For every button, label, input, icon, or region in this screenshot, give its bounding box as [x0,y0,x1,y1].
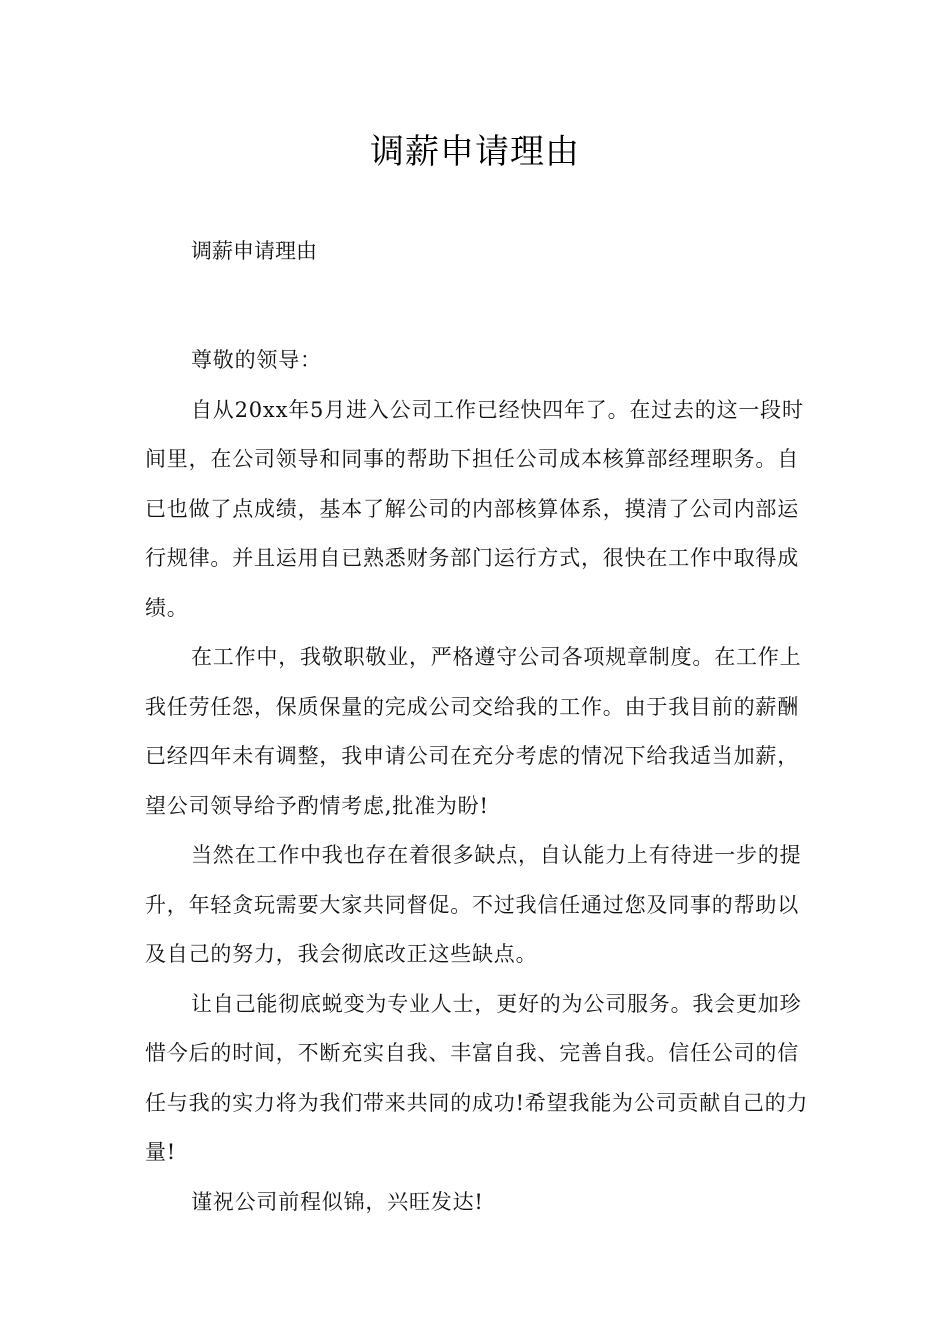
salutation: 尊敬的领导： [191,348,322,372]
document-subtitle: 调薪申请理由 [191,239,317,263]
paragraph-1: 自从20xx年5月进入公司工作已经快四年了。在过去的这一段时间里，在公司领导和同事的帮助下担任公司成本核算部经理职务。自已也做了点成绩，基本了解公司的内部核算体系，摸清了公司内部运行规律。并且运用自已熟悉财务部门运行方式，很快在工作中取得成绩。 [145,397,804,620]
document-title: 调薪申请理由 [370,132,580,172]
document-body [145,336,810,1227]
paragraph-2: 在工作中，我敬职敬业，严格遵守公司各项规章制度。在工作上我任劳任怨，保质保量的完成公司交给我的工作。由于我目前的薪酬已经四年未有调整，我申请公司在充分考虑的情况下给我适当加薪，望公司领导给予酌情考虑,批准为盼! [145,645,802,818]
paragraph-4: 让自己能彻底蜕变为专业人士，更好的为公司服务。我会更加珍惜今后的时间，不断充实自我、丰富自我、完善自我。信任公司的信任与我的实力将为我们带来共同的成功!希望我能为公司贡献自己的力量! [145,991,809,1164]
closing-wish: 谨祝公司前程似锦，兴旺发达! [191,1189,484,1214]
paragraph-3: 当然在工作中我也存在着很多缺点，自认能力上有待进一步的提升，年轻贪玩需要大家共同督促。不过我信任通过您及同事的帮助以及自己的努力，我会彻底改正这些缺点。 [145,843,802,966]
